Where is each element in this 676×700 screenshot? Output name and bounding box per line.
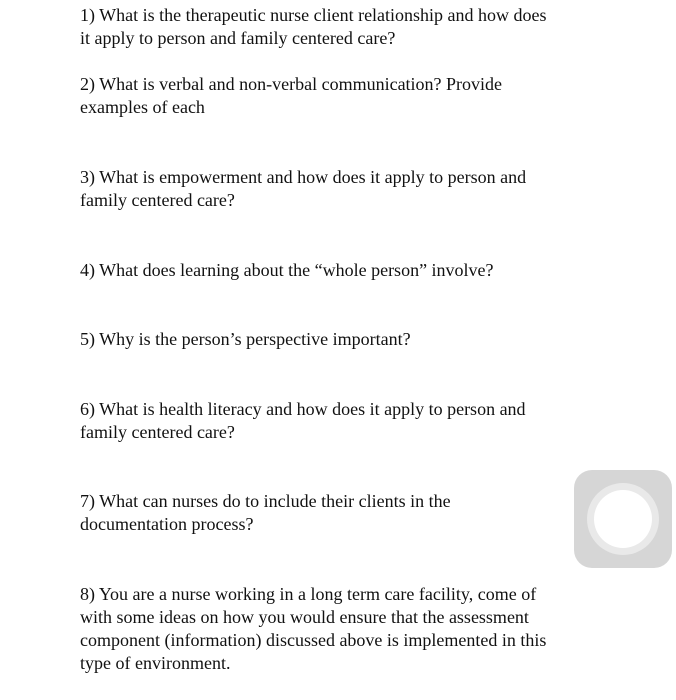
circle-ring-icon: [587, 483, 659, 555]
question-5: [80, 328, 620, 351]
question-5-line-1: 5) Why is the person’s perspective important?: [80, 329, 411, 349]
question-6-line-2: family centered care?: [80, 422, 235, 442]
question-8: [80, 583, 620, 675]
question-8-line-4: type of environment.: [80, 653, 231, 673]
question-3-line-1: 3) What is empowerment and how does it apply to person and: [80, 167, 527, 187]
question-8-line-3: component (information) discussed above is implemented in this: [80, 630, 547, 650]
question-7-line-1: 7) What can nurses do to include their clients in the: [80, 491, 451, 511]
question-2: [80, 73, 620, 119]
question-3-line-2: family centered care?: [80, 190, 235, 210]
question-6-line-1: 6) What is health literacy and how does it apply to person and: [80, 399, 526, 419]
question-8-line-1: 8) You are a nurse working in a long term care facility, come of: [80, 584, 537, 604]
question-4-line-1: 4) What does learning about the “whole person” involve?: [80, 260, 494, 280]
question-8-line-2: with some ideas on how you would ensure that the assessment: [80, 607, 529, 627]
question-3: [80, 166, 620, 212]
question-6: [80, 398, 620, 444]
question-1-line-2: it apply to person and family centered care?: [80, 28, 396, 48]
floating-action-button[interactable]: [574, 470, 672, 568]
question-1-line-1: 1) What is the therapeutic nurse client relationship and how does: [80, 5, 547, 25]
question-4: [80, 259, 620, 282]
question-1: [80, 4, 620, 50]
question-7: [80, 490, 620, 536]
question-2-line-1: 2) What is verbal and non-verbal communication? Provide: [80, 74, 503, 94]
circle-ring-center: [594, 490, 652, 548]
question-2-line-2: examples of each: [80, 97, 205, 117]
question-7-line-2: documentation process?: [80, 514, 254, 534]
